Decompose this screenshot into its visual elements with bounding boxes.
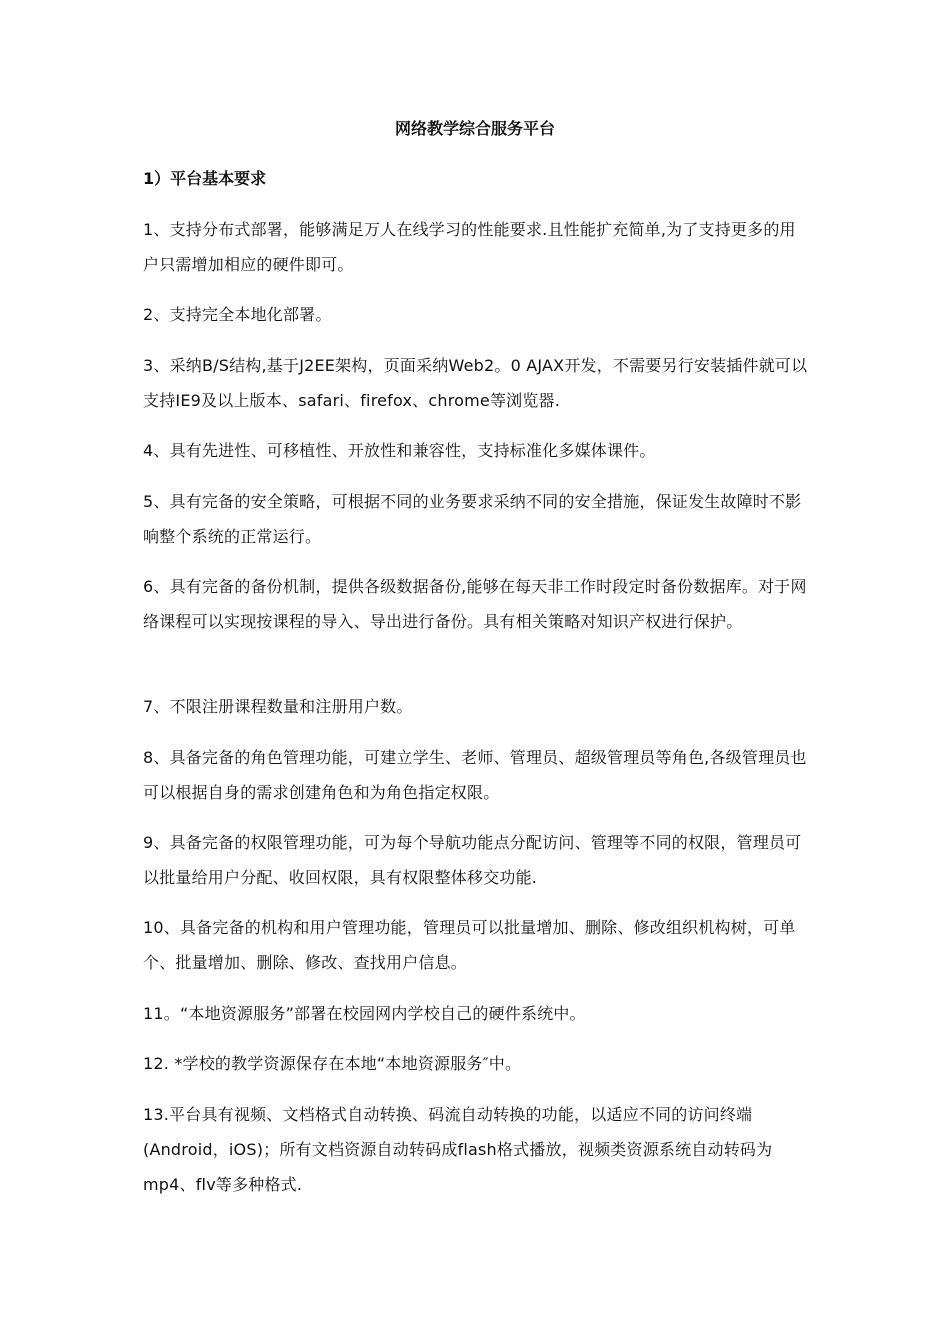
requirement-item-6: 6、具有完备的备份机制，提供各级数据备份,能够在每天非工作时段定时备份数据库。对于网络课程可以实现按课程的导入、导出进行备份。具有相关策略对知识产权进行保护。 [143,577,807,631]
requirement-item-13: 13.平台具有视频、文档格式自动转换、码流自动转换的功能，以适应不同的访问终端(Android，iOS)；所有文档资源自动转码成flash格式播放，视频类资源系统自动转码为mp4、flv等多种格式. [143,1105,773,1194]
requirement-item-11: 11。“本地资源服务”部署在校园网内学校自己的硬件系统中。 [143,1004,586,1023]
requirement-item-4: 4、具有先进性、可移植性、开放性和兼容性，支持标准化多媒体课件。 [143,441,656,460]
requirement-item-12: 12. *学校的教学资源保存在本地“本地资源服务″中。 [143,1054,522,1073]
requirement-item-2: 2、支持完全本地化部署。 [143,305,332,324]
section-heading: 1）平台基本要求 [143,169,267,188]
requirement-item-1: 1、支持分布式部署，能够满足万人在线学习的性能要求.且性能扩充简单,为了支持更多的用户只需增加相应的硬件即可。 [143,220,796,274]
requirement-item-5: 5、具有完备的安全策略，可根据不同的业务要求采纳不同的安全措施，保证发生故障时不影响整个系统的正常运行。 [143,492,802,546]
document-title: 网络教学综合服务平台 [394,119,555,138]
requirement-item-7: 7、不限注册课程数量和注册用户数。 [143,697,413,716]
requirement-item-9: 9、具备完备的权限管理功能，可为每个导航功能点分配访问、管理等不同的权限，管理员可以批量给用户分配、收回权限，具有权限整体移交功能. [143,833,802,887]
requirement-item-10: 10、具备完备的机构和用户管理功能，管理员可以批量增加、删除、修改组织机构树，可单个、批量增加、删除、修改、查找用户信息。 [143,918,796,972]
requirement-item-8: 8、具备完备的角色管理功能，可建立学生、老师、管理员、超级管理员等角色,各级管理员也可以根据自身的需求创建角色和为角色指定权限。 [143,748,807,802]
requirement-item-3: 3、采纳B/S结构,基于J2EE架构，页面采纳Web2。0 AJAX开发，不需要另行安装插件就可以支持IE9及以上版本、safari、firefox、chrome等浏览器. [143,356,808,410]
